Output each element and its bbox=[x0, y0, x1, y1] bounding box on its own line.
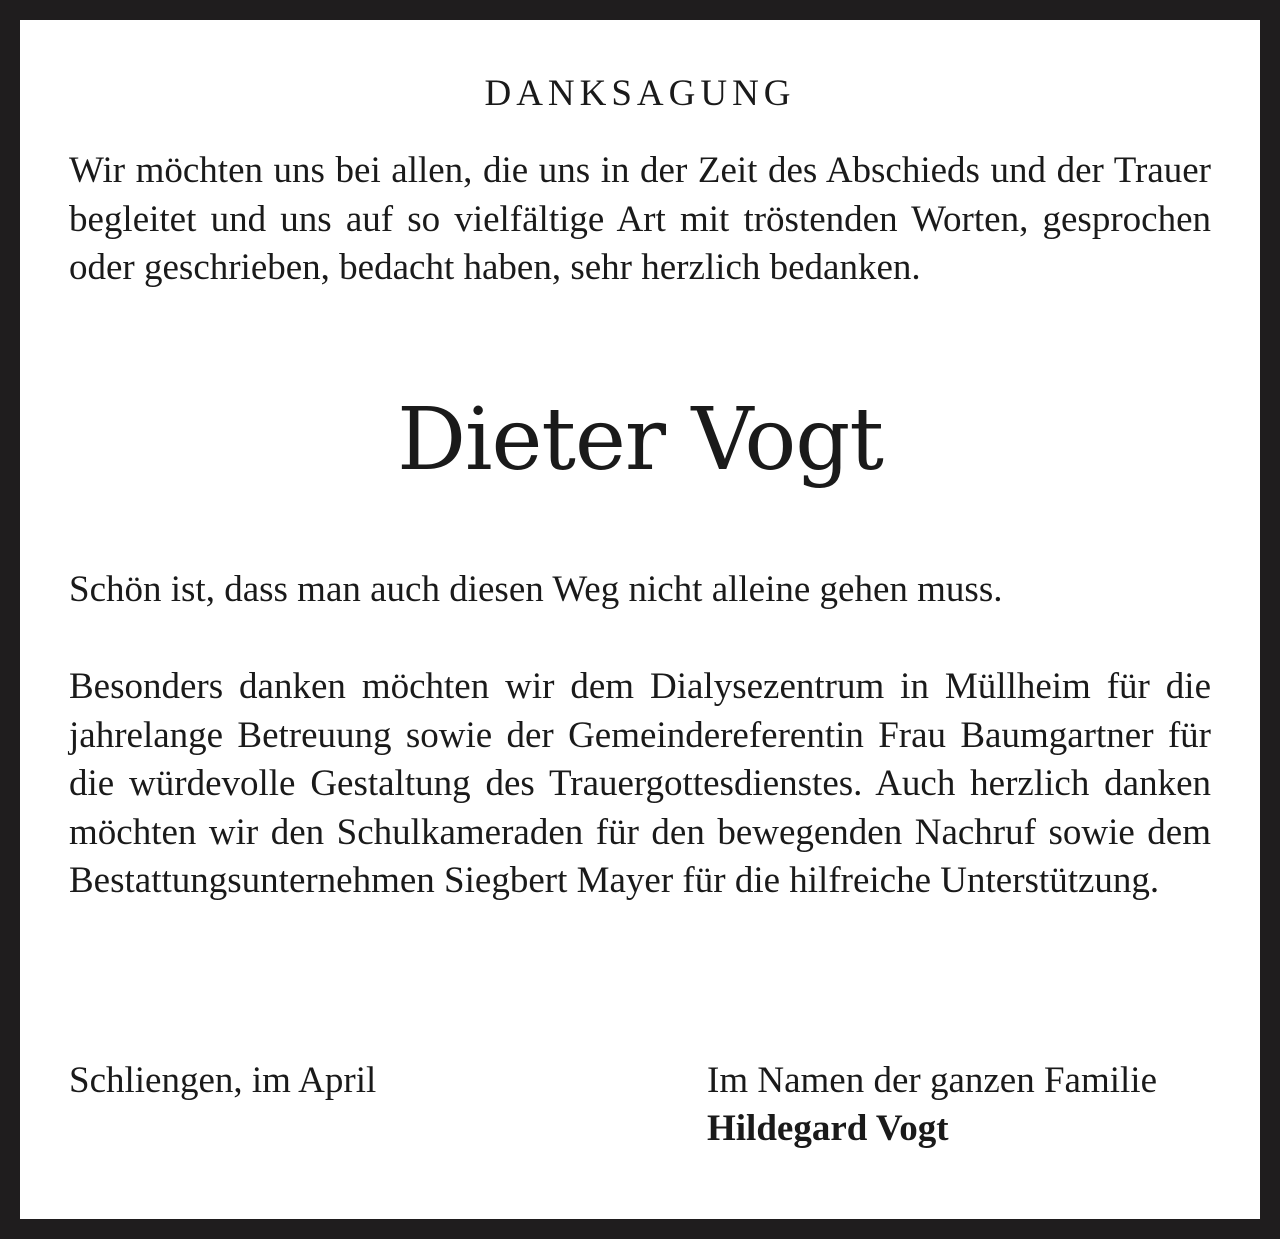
deceased-name: Dieter Vogt bbox=[397, 390, 883, 490]
notice-frame bbox=[20, 20, 1260, 1219]
notice-heading: DANKSAGUNG bbox=[484, 73, 796, 114]
place-date: Schliengen, im April bbox=[69, 1060, 377, 1101]
signature-intro: Im Namen der ganzen Familie bbox=[707, 1060, 1157, 1101]
thanks-paragraph: Besonders danken möchten wir dem Dialysezentrum in Müllheim für die jahrelange Betreuung sowie der Gemeindereferentin Frau Baumgartner für die würdevolle Gestaltung des Trauergottesdienstes. Auch herzlich danken möchten wir den Schulkameraden für den bewegenden Nachruf sowie dem Bestattungsunternehmen Siegbert Mayer für die hilfreiche Unterstützung. bbox=[69, 666, 1211, 901]
quote-paragraph: Schön ist, dass man auch diesen Weg nicht alleine gehen muss. bbox=[69, 569, 1003, 610]
signature-block bbox=[707, 1057, 1211, 1153]
intro-paragraph: Wir möchten uns bei allen, die uns in der Zeit des Abschieds und der Trauer begleitet und uns auf so vielfältige Art mit tröstenden Worten, gesprochen oder geschrieben, bedacht haben, sehr herzlich bedanken. bbox=[69, 150, 1211, 288]
signature-name: Hildegard Vogt bbox=[707, 1108, 949, 1149]
